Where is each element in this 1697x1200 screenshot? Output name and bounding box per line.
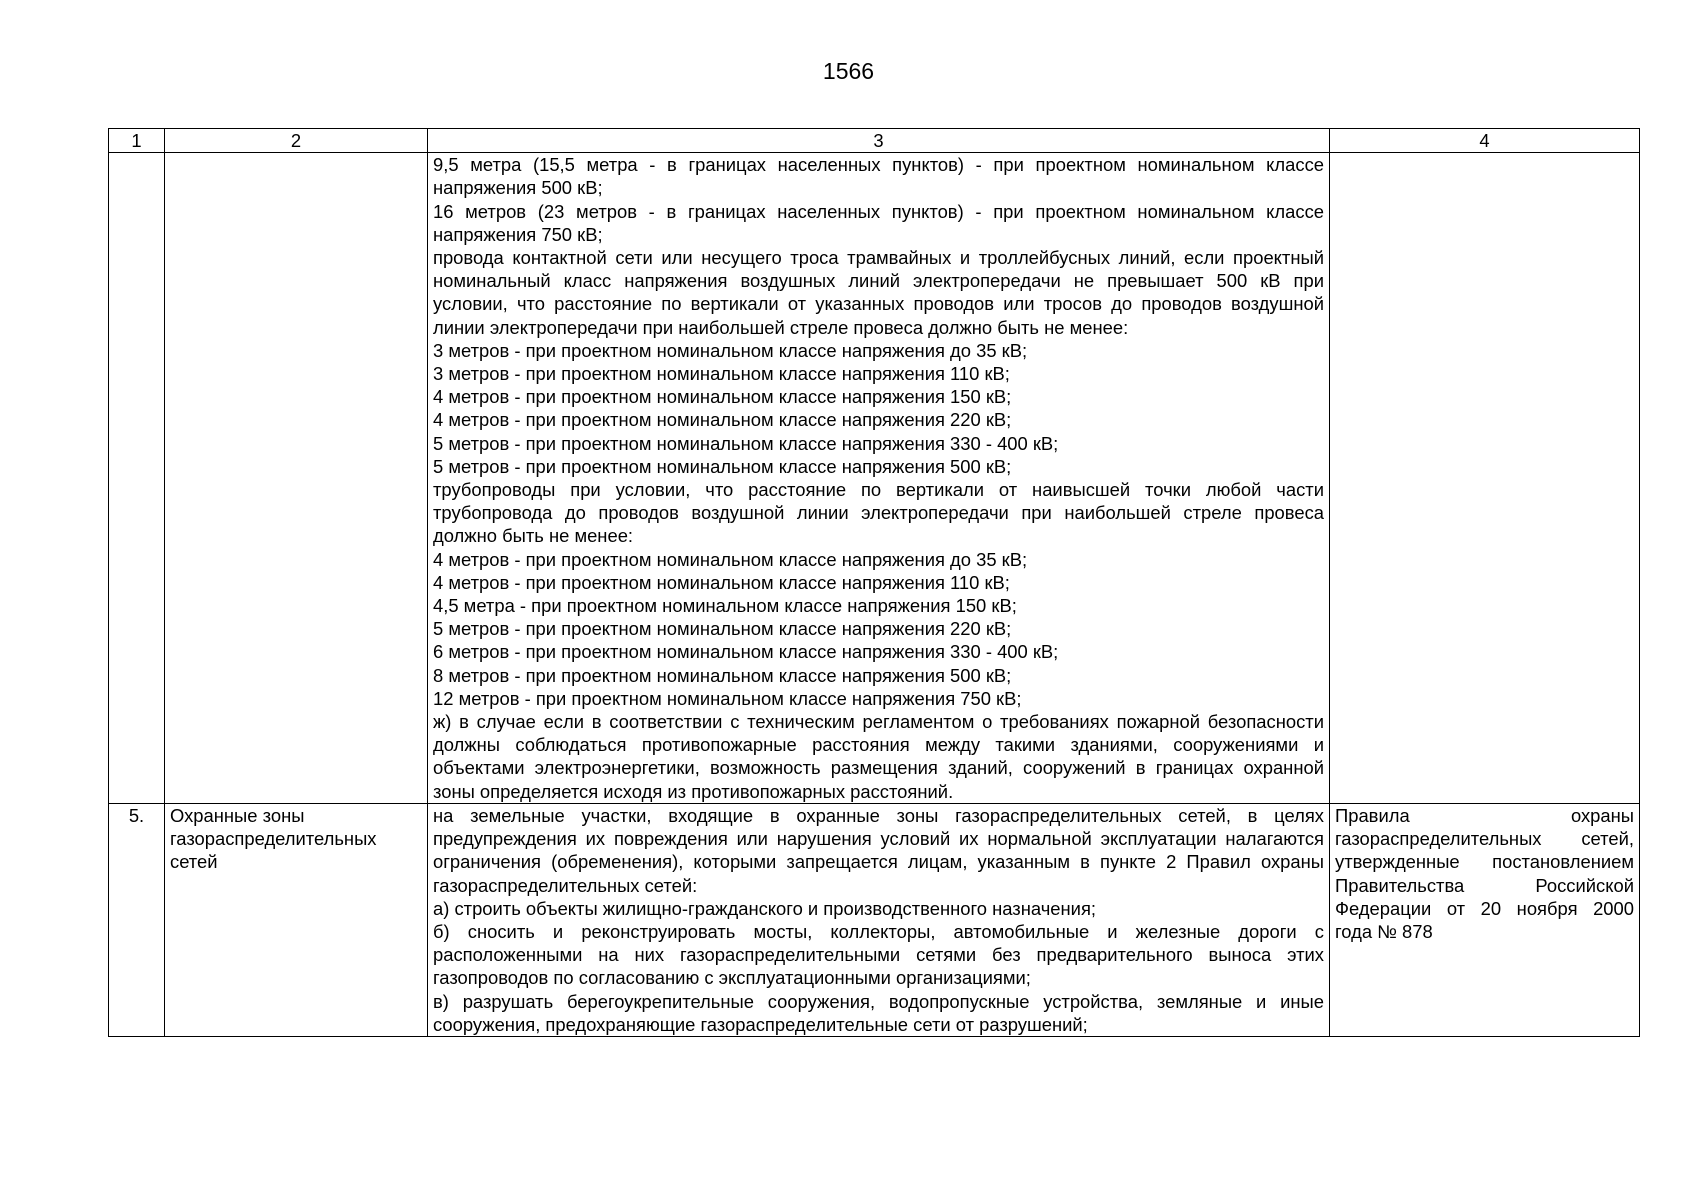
page-number: 1566 bbox=[822, 58, 875, 84]
row-cont-content bbox=[428, 153, 1330, 804]
header-col-4: 4 bbox=[1330, 129, 1640, 153]
paragraph: 3 метров - при проектном номинальном классе напряжения до 35 кВ; bbox=[433, 339, 1028, 361]
paragraph: 3 метров - при проектном номинальном классе напряжения 110 кВ; bbox=[433, 363, 1010, 385]
row-5-number: 5. bbox=[109, 803, 165, 1036]
paragraph: 4 метров - при проектном номинальном классе напряжения до 35 кВ; bbox=[433, 548, 1028, 570]
paragraph: 9,5 метра (15,5 метра - в границах населенных пунктов) - при проектном номинальном классе напряжения 500 кВ; bbox=[433, 154, 1324, 199]
table-row bbox=[109, 153, 1640, 804]
paragraph: 4 метров - при проектном номинальном классе напряжения 110 кВ; bbox=[433, 571, 1010, 593]
paragraph: б) сносить и реконструировать мосты, коллекторы, автомобильные и железные дороги с расположенными на них газораспределительными сетями без предварительного выноса этих газопроводов по согласованию с эксплуатационными организациями; bbox=[433, 920, 1324, 989]
row-cont-source bbox=[1330, 153, 1640, 804]
paragraph: 16 метров (23 метров - в границах населенных пунктов) - при проектном номинальном классе напряжения 750 кВ; bbox=[433, 200, 1324, 245]
row-5-source: Правила охраны газораспределительных сетей, утвержденные постановлением Правительства Российской Федерации от 20 ноября 2000 года № 878 bbox=[1330, 803, 1640, 1036]
paragraph: 12 метров - при проектном номинальном классе напряжения 750 кВ; bbox=[433, 687, 1022, 709]
paragraph: 4,5 метра - при проектном номинальном классе напряжения 150 кВ; bbox=[433, 595, 1017, 617]
row-5-title: Охранные зоны газораспределительных сетей bbox=[165, 803, 428, 1036]
paragraph: 5 метров - при проектном номинальном классе напряжения 220 кВ; bbox=[433, 618, 1012, 640]
regulation-table bbox=[108, 128, 1640, 1037]
paragraph: ж) в случае если в соответствии с техническим регламентом о требованиях пожарной безопасности должны соблюдаться противопожарные расстояния между такими зданиями, сооружениями и объектами электроэнергетики, возможность размещения зданий, сооружений в границах охранной зоны определяется исходя из противопожарных расстояний. bbox=[433, 711, 1324, 802]
paragraph: в) разрушать берегоукрепительные сооружения, водопропускные устройства, земляные и иные сооружения, предохраняющие газораспределительные сети от разрушений; bbox=[433, 990, 1324, 1035]
paragraph: 5 метров - при проектном номинальном классе напряжения 330 - 400 кВ; bbox=[433, 432, 1059, 454]
paragraph: трубопроводы при условии, что расстояние по вертикали от наивысшей точки любой части трубопровода до проводов воздушной линии электропередачи при наибольшей стреле провеса должно быть не менее: bbox=[433, 479, 1324, 547]
paragraph: 4 метров - при проектном номинальном классе напряжения 150 кВ; bbox=[433, 386, 1012, 408]
row-cont-number bbox=[109, 153, 165, 804]
paragraph: провода контактной сети или несущего троса трамвайных и троллейбусных линий, если проектный номинальный класс напряжения воздушных линий электропередачи не превышает 500 кВ при условии, что расстояние по вертикали от указанных проводов или тросов до проводов воздушной линии электропередачи при наибольшей стреле провеса должно быть не менее: bbox=[433, 247, 1324, 338]
paragraph: 5 метров - при проектном номинальном классе напряжения 500 кВ; bbox=[433, 455, 1012, 477]
table-header-row bbox=[109, 129, 1640, 153]
paragraph: 8 метров - при проектном номинальном классе напряжения 500 кВ; bbox=[433, 664, 1012, 686]
paragraph: на земельные участки, входящие в охранные зоны газораспределительных сетей, в целях предупреждения их повреждения или нарушения условий их нормальной эксплуатации налагаются ограничения (обременения), которыми запрещается лицам, указанным в пункте 2 Правил охраны газораспределительных сетей: bbox=[433, 804, 1324, 896]
row-5-content bbox=[428, 803, 1330, 1036]
table-row bbox=[109, 803, 1640, 1036]
header-col-2: 2 bbox=[165, 129, 428, 153]
header-col-1: 1 bbox=[109, 129, 165, 153]
paragraph: 4 метров - при проектном номинальном классе напряжения 220 кВ; bbox=[433, 409, 1012, 431]
header-col-3: 3 bbox=[428, 129, 1330, 153]
paragraph: 6 метров - при проектном номинальном классе напряжения 330 - 400 кВ; bbox=[433, 641, 1059, 663]
paragraph: а) строить объекты жилищно-гражданского и производственного назначения; bbox=[433, 897, 1097, 919]
row-cont-title bbox=[165, 153, 428, 804]
